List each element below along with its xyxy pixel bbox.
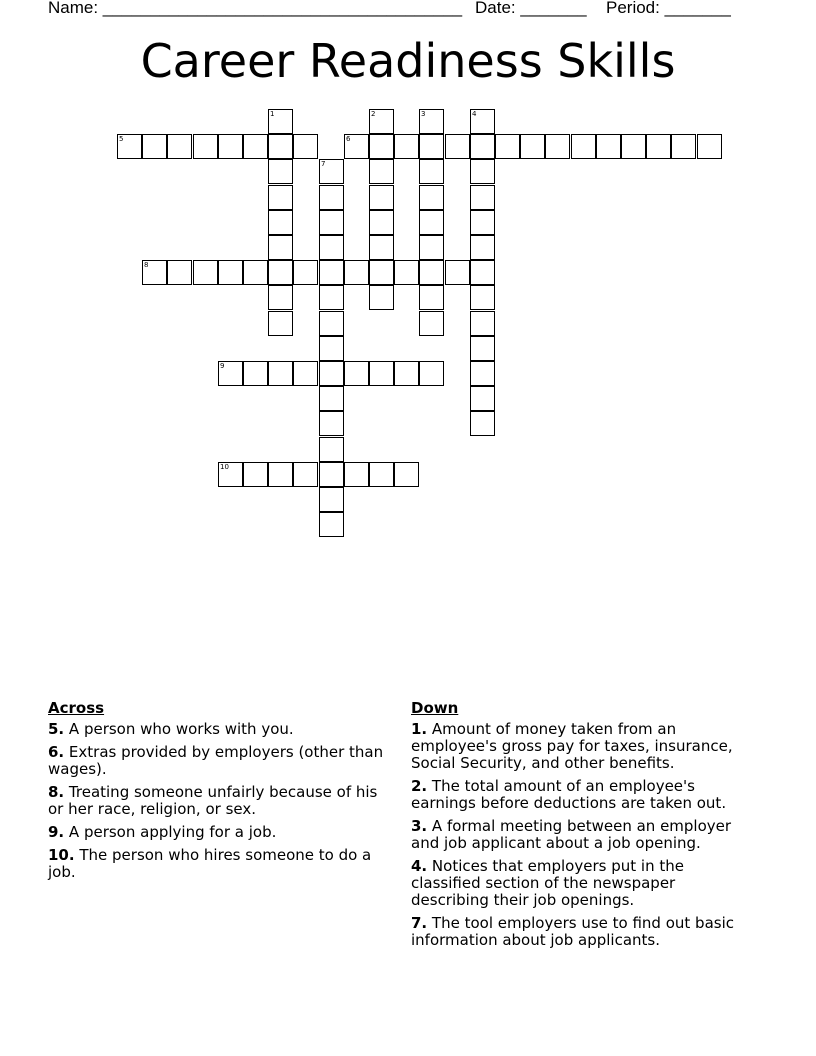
across-clues: [48, 700, 388, 887]
crossword-cell[interactable]: [344, 260, 369, 285]
crossword-cell[interactable]: [319, 512, 344, 537]
crossword-cell[interactable]: [268, 185, 293, 210]
clue-number: 3.: [411, 817, 428, 835]
date-field[interactable]: Date: _______: [475, 0, 587, 17]
crossword-cell[interactable]: [319, 386, 344, 411]
crossword-cell[interactable]: [470, 210, 495, 235]
crossword-cell[interactable]: [319, 411, 344, 436]
crossword-cell[interactable]: [571, 134, 596, 159]
crossword-cell[interactable]: [218, 134, 243, 159]
crossword-cell[interactable]: [470, 411, 495, 436]
page-title: Career Readiness Skills: [140, 34, 676, 88]
crossword-cell[interactable]: [142, 134, 167, 159]
crossword-cell[interactable]: [495, 134, 520, 159]
crossword-cell[interactable]: [369, 235, 394, 260]
crossword-cell[interactable]: [369, 361, 394, 386]
crossword-cell[interactable]: [319, 487, 344, 512]
clue-number: 6.: [48, 743, 65, 761]
crossword-cell[interactable]: [344, 361, 369, 386]
crossword-cell[interactable]: [319, 462, 344, 487]
clue-number: 2.: [411, 777, 428, 795]
crossword-cell[interactable]: [268, 109, 293, 134]
crossword-cell[interactable]: [369, 109, 394, 134]
clue-text: Treating someone unfairly because of his or her race, religion, or sex.: [48, 783, 378, 818]
crossword-cell[interactable]: [369, 210, 394, 235]
across-clue: [48, 847, 388, 881]
clue-text: A person who works with you.: [68, 720, 294, 738]
crossword-cell[interactable]: [293, 462, 318, 487]
crossword-cell[interactable]: [344, 134, 369, 159]
clue-text: Notices that employers put in the classified section of the newspaper describing their job openings.: [411, 857, 684, 909]
crossword-cell[interactable]: [243, 260, 268, 285]
down-clue: [411, 778, 756, 812]
crossword-cell[interactable]: [268, 361, 293, 386]
crossword-cell[interactable]: [470, 109, 495, 134]
down-heading: Down: [411, 699, 459, 717]
crossword-cell[interactable]: [671, 134, 696, 159]
crossword-cell[interactable]: [193, 260, 218, 285]
clue-number-label: 7: [321, 160, 326, 168]
crossword-cell[interactable]: [394, 462, 419, 487]
crossword-cell[interactable]: [394, 260, 419, 285]
crossword-cell[interactable]: [470, 159, 495, 184]
crossword-cell[interactable]: [419, 361, 444, 386]
crossword-cell[interactable]: [319, 210, 344, 235]
crossword-cell[interactable]: [319, 260, 344, 285]
crossword-cell[interactable]: [319, 185, 344, 210]
crossword-cell[interactable]: [319, 159, 344, 184]
crossword-cell[interactable]: [369, 185, 394, 210]
crossword-cell[interactable]: [243, 134, 268, 159]
clue-number-label: 2: [371, 110, 376, 118]
across-clue: [48, 744, 388, 778]
crossword-cell[interactable]: [520, 134, 545, 159]
crossword-cell[interactable]: [470, 235, 495, 260]
crossword-cell[interactable]: [470, 311, 495, 336]
period-field[interactable]: Period: _______: [606, 0, 731, 17]
crossword-cell[interactable]: [596, 134, 621, 159]
crossword-cell[interactable]: [419, 311, 444, 336]
clue-number-label: 5: [119, 135, 124, 143]
crossword-cell[interactable]: [293, 260, 318, 285]
crossword-cell[interactable]: [268, 285, 293, 310]
crossword-cell[interactable]: [470, 386, 495, 411]
down-clue: [411, 721, 756, 772]
crossword-cell[interactable]: [470, 336, 495, 361]
crossword-cell[interactable]: [394, 361, 419, 386]
crossword-cell[interactable]: [646, 134, 671, 159]
clue-number: 1.: [411, 720, 428, 738]
crossword-cell[interactable]: [319, 235, 344, 260]
crossword-cell[interactable]: [419, 134, 444, 159]
crossword-cell[interactable]: [419, 285, 444, 310]
clue-number-label: 8: [144, 261, 149, 269]
clue-number: 7.: [411, 914, 428, 932]
crossword-cell[interactable]: [419, 210, 444, 235]
clue-number-label: 9: [220, 362, 225, 370]
crossword-cell[interactable]: [344, 462, 369, 487]
crossword-cell[interactable]: [218, 260, 243, 285]
crossword-cell[interactable]: [319, 336, 344, 361]
clue-number-label: 6: [346, 135, 351, 143]
clue-text: Extras provided by employers (other than wages).: [48, 743, 384, 778]
crossword-cell[interactable]: [243, 361, 268, 386]
clue-number: 10.: [48, 846, 75, 864]
crossword-cell[interactable]: [419, 159, 444, 184]
crossword-cell[interactable]: [268, 134, 293, 159]
clue-number-label: 10: [220, 463, 229, 471]
crossword-cell[interactable]: [394, 134, 419, 159]
crossword-cell[interactable]: [319, 437, 344, 462]
crossword-cell[interactable]: [369, 134, 394, 159]
down-clue: [411, 858, 756, 909]
clue-text: Amount of money taken from an employee's gross pay for taxes, insurance, Social Security, and other benefits.: [411, 720, 733, 772]
down-clues: [411, 700, 756, 955]
crossword-cell[interactable]: [445, 260, 470, 285]
clue-number: 9.: [48, 823, 65, 841]
crossword-cell[interactable]: [142, 260, 167, 285]
crossword-cell[interactable]: [470, 361, 495, 386]
clue-text: A formal meeting between an employer and job applicant about a job opening.: [411, 817, 732, 852]
crossword-cell[interactable]: [268, 462, 293, 487]
crossword-cell[interactable]: [369, 260, 394, 285]
across-heading: Across: [48, 699, 105, 717]
crossword-cell[interactable]: [319, 285, 344, 310]
across-clue: [48, 721, 388, 738]
crossword-cell[interactable]: [419, 260, 444, 285]
crossword-cell[interactable]: [268, 159, 293, 184]
clue-text: The total amount of an employee's earnings before deductions are taken out.: [411, 777, 727, 812]
clue-text: The tool employers use to find out basic information about job applicants.: [411, 914, 734, 949]
crossword-cell[interactable]: [167, 134, 192, 159]
crossword-cell[interactable]: [470, 134, 495, 159]
crossword-cell[interactable]: [268, 235, 293, 260]
crossword-cell[interactable]: [470, 285, 495, 310]
down-clue: [411, 915, 756, 949]
crossword-cell[interactable]: [470, 260, 495, 285]
crossword-cell[interactable]: [369, 159, 394, 184]
crossword-cell[interactable]: [268, 210, 293, 235]
crossword-cell[interactable]: [470, 185, 495, 210]
crossword-cell[interactable]: [218, 361, 243, 386]
crossword-cell[interactable]: [117, 134, 142, 159]
clue-number: 8.: [48, 783, 65, 801]
crossword-cell[interactable]: [697, 134, 722, 159]
name-field[interactable]: Name: ______________________________________: [48, 0, 463, 17]
clue-number: 4.: [411, 857, 428, 875]
crossword-cell[interactable]: [369, 285, 394, 310]
crossword-cell[interactable]: [445, 134, 470, 159]
clue-number-label: 3: [421, 110, 426, 118]
clue-number: 5.: [48, 720, 65, 738]
clue-text: The person who hires someone to do a job.: [48, 846, 372, 881]
crossword-cell[interactable]: [621, 134, 646, 159]
crossword-cell[interactable]: [545, 134, 570, 159]
across-clue: [48, 784, 388, 818]
crossword-cell[interactable]: [319, 311, 344, 336]
crossword-cell[interactable]: [193, 134, 218, 159]
clue-text: A person applying for a job.: [68, 823, 277, 841]
crossword-cell[interactable]: [243, 462, 268, 487]
crossword-cell[interactable]: [369, 462, 394, 487]
crossword-cell[interactable]: [419, 109, 444, 134]
crossword-cell[interactable]: [268, 260, 293, 285]
clue-number-label: 4: [472, 110, 477, 118]
crossword-cell[interactable]: [218, 462, 243, 487]
crossword-cell[interactable]: [319, 361, 344, 386]
crossword-cell[interactable]: [167, 260, 192, 285]
down-clue: [411, 818, 756, 852]
crossword-cell[interactable]: [419, 235, 444, 260]
crossword-cell[interactable]: [419, 185, 444, 210]
crossword-cell[interactable]: [293, 134, 318, 159]
crossword-cell[interactable]: [268, 311, 293, 336]
across-clue: [48, 824, 388, 841]
crossword-cell[interactable]: [293, 361, 318, 386]
clue-number-label: 1: [270, 110, 275, 118]
